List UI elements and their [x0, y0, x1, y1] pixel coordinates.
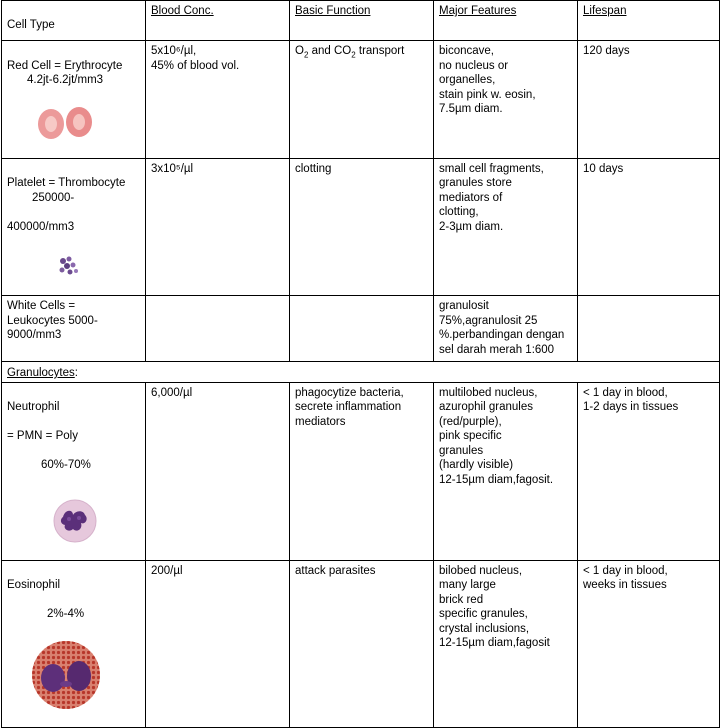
table-row: [2, 158, 720, 296]
neutrophil-name: Neutrophil: [7, 401, 60, 413]
granulocytes-label: Granulocytes: [7, 367, 75, 379]
platelet-name: Platelet = Thrombocyte: [7, 177, 126, 189]
function-text-transport: transport: [355, 45, 405, 57]
table-row: [2, 560, 720, 727]
eosinophil-function: attack parasites: [290, 560, 434, 727]
eosinophil-type: [2, 560, 146, 727]
red-cell-conc: 5x10⁶/µl, 45% of blood vol.: [146, 41, 290, 159]
function-text-o: O: [295, 45, 304, 57]
table-row: [2, 296, 720, 362]
table-row: [2, 382, 720, 560]
header-cell-type: [2, 1, 146, 41]
red-blood-cell-icon: [37, 105, 97, 141]
eosinophil-icon: [31, 640, 101, 710]
header-major-features-label: Major Features: [439, 5, 517, 17]
neutrophil-features: multilobed nucleus, azurophil granules (red/purple), pink specific granules (hardly visible) 12-15µm diam,fagosit.: [434, 382, 578, 560]
neutrophil-percent: 60%-70%: [41, 459, 91, 471]
blood-cell-table: [1, 0, 720, 728]
header-cell-type-label: Cell Type: [7, 18, 55, 31]
red-cell-name: Red Cell = Erythrocyte: [7, 59, 123, 72]
neutrophil-alias: = PMN = Poly: [7, 430, 78, 442]
white-cell-conc: [146, 296, 290, 362]
granulocytes-heading: [2, 362, 720, 383]
eosinophil-features: bilobed nucleus, many large brick red specific granules, crystal inclusions, 12-15µm diam,fagosit: [434, 560, 578, 727]
platelet-count-2: 400000/mm3: [7, 220, 75, 233]
white-cell-function: [290, 296, 434, 362]
granulocytes-colon: :: [74, 367, 78, 379]
red-cell-lifespan: 120 days: [578, 41, 720, 159]
eosinophil-percent: 2%-4%: [47, 608, 85, 620]
platelet-conc: 3x10⁵/µl: [146, 158, 290, 296]
red-cell-count: 4.2jt-6.2jt/mm3: [27, 74, 104, 86]
white-cell-type: White Cells = Leukocytes 5000- 9000/mm3: [2, 296, 146, 362]
section-row: [2, 362, 720, 383]
subscript-2: 2: [351, 50, 356, 60]
header-blood-conc: [146, 1, 290, 41]
platelet-features: small cell fragments, granules store mediators of clotting, 2-3µm diam.: [434, 158, 578, 296]
table-row: [2, 41, 720, 159]
platelet-lifespan: 10 days: [578, 158, 720, 296]
eosinophil-name: Eosinophil: [7, 579, 61, 591]
red-cell-function: [290, 41, 434, 159]
red-cell-features: biconcave, no nucleus or organelles, stain pink w. eosin, 7.5µm diam.: [434, 41, 578, 159]
eosinophil-conc: 200/µl: [146, 560, 290, 727]
neutrophil-icon: [51, 499, 99, 543]
header-basic-function: [290, 1, 434, 41]
subscript-2: 2: [303, 50, 309, 60]
platelet-type: [2, 158, 146, 296]
header-major-features: [434, 1, 578, 41]
header-row: [2, 1, 720, 41]
header-basic-function-label: Basic Function: [295, 5, 371, 17]
header-lifespan-label: Lifespan: [583, 5, 627, 17]
neutrophil-lifespan: < 1 day in blood, 1-2 days in tissues: [578, 382, 720, 560]
neutrophil-function: phagocytize bacteria, secrete inflammation mediators: [290, 382, 434, 560]
platelet-function: clotting: [290, 158, 434, 296]
red-cell-type: [2, 41, 146, 159]
platelet-icon: [55, 253, 83, 279]
white-cell-lifespan: [578, 296, 720, 362]
neutrophil-type: [2, 382, 146, 560]
eosinophil-lifespan: < 1 day in blood, weeks in tissues: [578, 560, 720, 727]
function-text-co: and CO: [308, 45, 352, 57]
header-blood-conc-label: Blood Conc.: [151, 5, 214, 17]
header-lifespan: [578, 1, 720, 41]
white-cell-features: granulosit 75%,agranulosit 25 %.perbandingan dengan sel darah merah 1:600: [434, 296, 578, 362]
platelet-count-1: 250000-: [32, 191, 75, 204]
neutrophil-conc: 6,000/µl: [146, 382, 290, 560]
